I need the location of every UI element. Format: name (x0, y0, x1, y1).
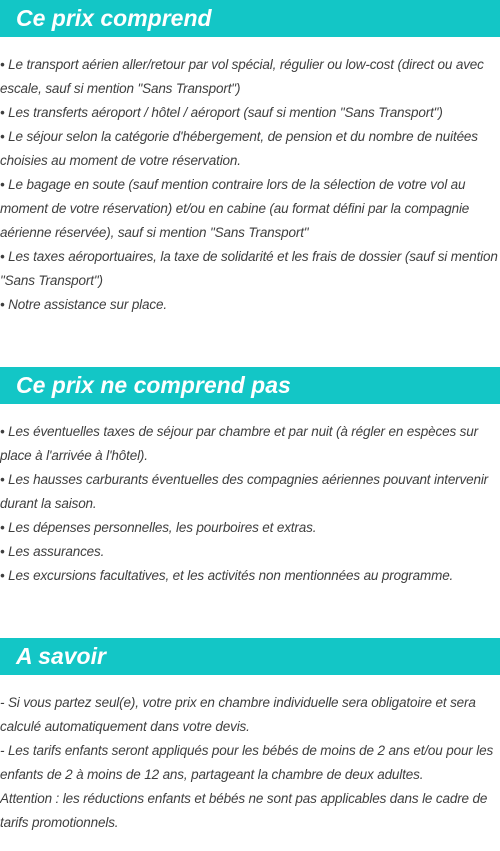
list-item: • Les éventuelles taxes de séjour par chambre et par nuit (à régler en espèces sur place à l'arrivée à l'hôtel). (0, 424, 478, 463)
list-item: Attention : les réductions enfants et bébés ne sont pas applicables dans le cadre de tarifs promotionnels. (0, 791, 488, 830)
list-item: • Le bagage en soute (sauf mention contraire lors de la sélection de votre vol au moment de votre réservation) et/ou en cabine (au format défini par la compagnie aérienne réservée), sauf si mention "Sans Transport" (0, 177, 470, 240)
list-item: • Les excursions facultatives, et les activités non mentionnées au programme. (0, 568, 454, 583)
list-item: - Si vous partez seul(e), votre prix en chambre individuelle sera obligatoire et sera calculé automatiquement dans votre devis. (0, 695, 476, 734)
list-item: • Les transferts aéroport / hôtel / aéroport (sauf si mention "Sans Transport") (0, 105, 443, 120)
list-item: • Les assurances. (0, 544, 105, 559)
section-title-good-to-know: A savoir (0, 638, 500, 675)
not-included-list (0, 420, 500, 588)
list-item: • Notre assistance sur place. (0, 297, 167, 312)
section-title-not-included: Ce prix ne comprend pas (0, 367, 500, 404)
list-item: - Les tarifs enfants seront appliqués pour les bébés de moins de 2 ans et/ou pour les enfants de 2 à moins de 12 ans, partageant la chambre de deux adultes. (0, 743, 494, 782)
list-item: • Les dépenses personnelles, les pourboires et extras. (0, 520, 317, 535)
list-item: • Le séjour selon la catégorie d'hébergement, de pension et du nombre de nuitées choisies au moment de votre réservation. (0, 129, 478, 168)
included-list (0, 53, 500, 317)
section-title-included: Ce prix comprend (0, 0, 500, 37)
list-item: • Les hausses carburants éventuelles des compagnies aériennes pouvant intervenir durant la saison. (0, 472, 489, 511)
list-item: • Les taxes aéroportuaires, la taxe de solidarité et les frais de dossier (sauf si mention "Sans Transport") (0, 249, 498, 288)
good-to-know-list (0, 691, 500, 835)
list-item: • Le transport aérien aller/retour par vol spécial, régulier ou low-cost (direct ou avec escale, sauf si mention "Sans Transport") (0, 57, 484, 96)
